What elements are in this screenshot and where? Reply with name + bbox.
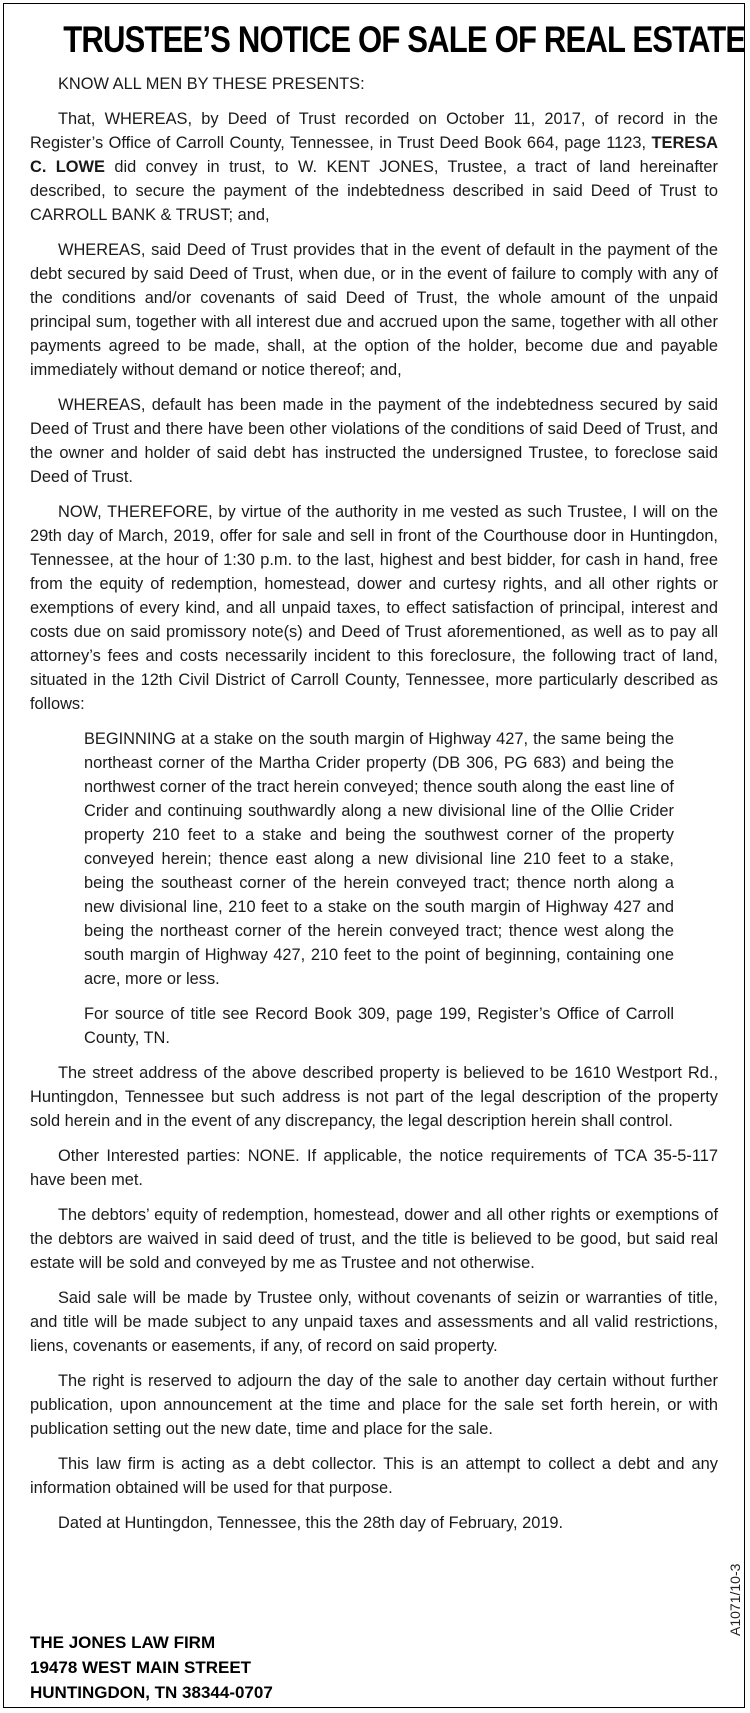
firm-city: HUNTINGDON, TN 38344-0707 [30, 1683, 273, 1702]
paragraph-interested-parties: Other Interested parties: NONE. If applicable, the notice requirements of TCA 35-5-117 have been met. [30, 1147, 718, 1189]
law-firm-block [30, 1630, 273, 1705]
paragraph-street-address: The street address of the above described property is believed to be 1610 Westport Rd., Huntingdon, Tennessee but such address is not part of the legal description of the property sold herein and in the event of any discrepancy, the legal description herein shall control. [30, 1064, 718, 1130]
firm-name: THE JONES LAW FIRM [30, 1633, 216, 1652]
paragraph-default-provision: WHEREAS, said Deed of Trust provides that in the event of default in the payment of the debt secured by said Deed of Trust, when due, or in the event of failure to comply with any of the conditions and/or covenants of said Deed of Trust, the whole amount of the unpaid principal sum, together with all interest due and accrued upon the same, together with all other payments agreed to be made, shall, at the option of the holder, become due and payable immediately without demand or notice thereof; and, [30, 241, 718, 379]
paragraph-debt-collector: This law firm is acting as a debt collector. This is an attempt to collect a debt and any information obtained will be used for that purpose. [30, 1455, 718, 1497]
paragraph-default-made: WHEREAS, default has been made in the payment of the indebtedness secured by said Deed of Trust and there have been other violations of the conditions of said Deed of Trust, and the owner and holder of said debt has instructed the undersigned Trustee, to foreclose said Deed of Trust. [30, 396, 718, 486]
legal-description: BEGINNING at a stake on the south margin of Highway 427, the same being the northeast corner of the Martha Crider property (DB 306, PG 683) and being the northwest corner of the tract herein conveyed; thence south along the east line of Crider and continuing southwardly along a new divisional line of the Ollie Crider property 210 feet to a stake and being the southwest corner of the property conveyed herein; thence east along a new divisional line 210 feet to a stake, being the southeast corner of the herein conveyed tract; thence north along a new divisional line, 210 feet to a stake on the south margin of Highway 427 and being the northeast corner of the herein conveyed tract; thence west along the south margin of Highway 427, 210 feet to the point of beginning, containing one acre, more or less. [84, 730, 674, 988]
paragraph-equity-waiver: The debtors’ equity of redemption, homestead, dower and all other rights or exemptions of the debtors are waived in said deed of trust, and the title is believed to be good, but said real estate will be sold and conveyed by me as Trustee and not otherwise. [30, 1206, 718, 1272]
paragraph-adjournment: The right is reserved to adjourn the day of the sale to another day certain without further publication, upon announcement at the time and place for the sale set forth herein, or with publication setting out the new date, time and place for the sale. [30, 1372, 718, 1438]
notice-body [30, 72, 718, 1546]
notice-title: TRUSTEE’S NOTICE OF SALE OF REAL ESTATE [63, 19, 746, 60]
grantor-name: TERESA C. LOWE [30, 134, 718, 176]
deed-text-after: did convey in trust, to W. KENT JONES, Trustee, a tract of land hereinafter described, to secure the payment of the indebtedness described in said Deed of Trust to CARROLL BANK & TRUST; and, [30, 158, 718, 224]
firm-street: 19478 WEST MAIN STREET [30, 1658, 252, 1677]
dated-line: Dated at Huntingdon, Tennessee, this the 28th day of February, 2019. [58, 1514, 564, 1532]
paragraph-deed-of-trust [30, 107, 718, 227]
paragraph-sale-terms: NOW, THEREFORE, by virtue of the authority in me vested as such Trustee, I will on the 29th day of March, 2019, offer for sale and sell in front of the Courthouse door in Huntingdon, Tennessee, at the hour of 1:30 p.m. to the last, highest and best bidder, for cash in hand, free from the equity of redemption, homestead, dower and curtesy rights, and all other rights or exemptions of every kind, and all unpaid taxes, to effect satisfaction of principal, interest and costs due on said promissory note(s) and Deed of Trust aforementioned, as well as to pay all attorney’s fees and costs necessarily incident to this foreclosure, the following tract of land, situated in the 12th Civil District of Carroll County, Tennessee, more particularly described as follows: [30, 503, 718, 713]
legal-notice [3, 3, 745, 1708]
intro-line: KNOW ALL MEN BY THESE PRESENTS: [58, 75, 365, 93]
paragraph-no-warranties: Said sale will be made by Trustee only, without covenants of seizin or warranties of title, and title will be made subject to any unpaid taxes and assessments and all valid restrictions, liens, covenants or easements, if any, of record on said property. [30, 1289, 718, 1355]
source-of-title: For source of title see Record Book 309, page 199, Register’s Office of Carroll County, TN. [84, 1005, 674, 1047]
deed-text-before: That, WHEREAS, by Deed of Trust recorded on October 11, 2017, of record in the Register’s Office of Carroll County, Tennessee, in Trust Deed Book 664, page 1123, [30, 110, 718, 152]
ad-code: A1071/10-3 [727, 1563, 743, 1636]
